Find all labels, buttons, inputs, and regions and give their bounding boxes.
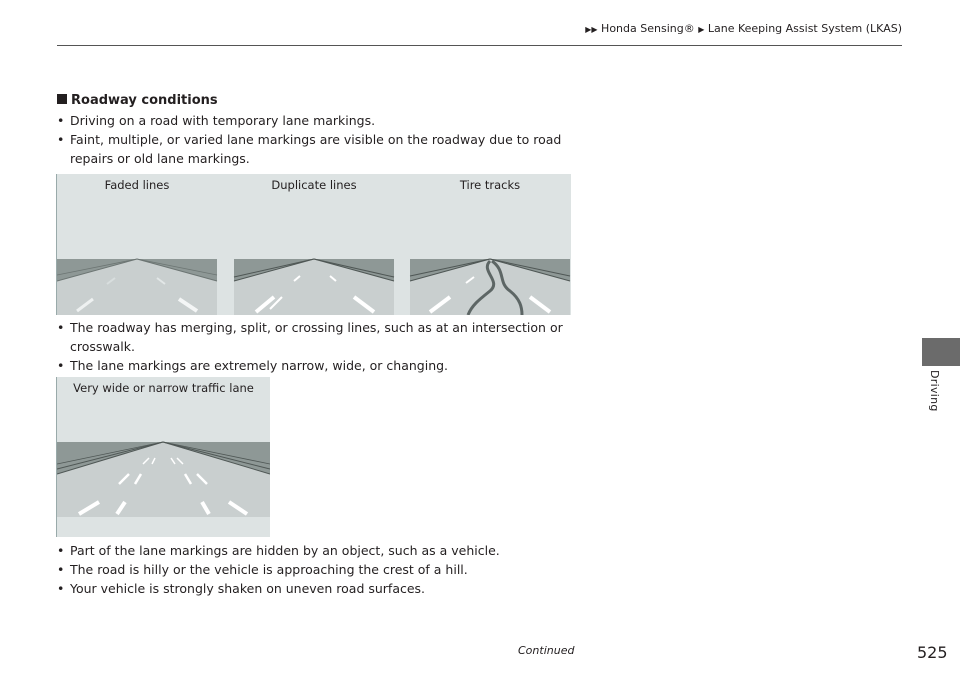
list-item — [57, 318, 567, 356]
bullet-icon: • — [57, 543, 65, 558]
figure-caption-tire-tracks: Tire tracks — [459, 178, 521, 192]
road-wide-narrow-illustration — [57, 377, 270, 537]
breadcrumb-arrows-icon: ▶▶ — [585, 25, 598, 34]
section-title: Roadway conditions — [71, 93, 218, 108]
list-item-text: Your vehicle is strongly shaken on uneven road surfaces. — [70, 581, 426, 596]
bullet-icon: • — [57, 132, 65, 147]
road-duplicate-lines — [234, 259, 394, 315]
list-item-text: Part of the lane markings are hidden by an object, such as a vehicle. — [70, 543, 500, 558]
list-item — [57, 560, 567, 579]
section-square-icon — [57, 94, 67, 104]
road-faded-lines — [57, 259, 217, 315]
section-heading — [57, 93, 218, 108]
header-rule — [57, 45, 902, 46]
figure-lane-width — [56, 377, 270, 537]
figure-lane-markings — [56, 174, 571, 315]
list-item — [57, 541, 567, 560]
page-number: 525 — [917, 643, 948, 662]
breadcrumb-section[interactable]: Honda Sensing® — [601, 22, 695, 35]
road-illustrations — [57, 174, 571, 315]
bullet-icon: • — [57, 113, 65, 128]
breadcrumb — [585, 22, 902, 35]
list-item-text: Driving on a road with temporary lane markings. — [70, 113, 376, 128]
side-tab-label: Driving — [928, 370, 941, 412]
figure-caption-faded: Faded lines — [104, 178, 170, 192]
list-item — [57, 130, 567, 168]
list-item-text: The roadway has merging, split, or crossing lines, such as at an intersection or crosswalk. — [70, 320, 563, 354]
list-item — [57, 579, 567, 598]
figure-caption-duplicate: Duplicate lines — [271, 178, 357, 192]
list-item — [57, 111, 567, 130]
bullet-icon: • — [57, 320, 65, 335]
breadcrumb-topic[interactable]: Lane Keeping Assist System (LKAS) — [707, 22, 902, 35]
bullet-icon: • — [57, 562, 65, 577]
road-tire-tracks — [410, 259, 570, 315]
bullet-icon: • — [57, 581, 65, 596]
continued-label: Continued — [518, 644, 575, 657]
list-item — [57, 356, 567, 375]
list-item-text: Faint, multiple, or varied lane markings are visible on the roadway due to road repairs or old lane markings. — [70, 132, 562, 166]
figure-caption-lane-width: Very wide or narrow traffic lane — [73, 381, 254, 395]
list-item-text: The lane markings are extremely narrow, wide, or changing. — [70, 358, 449, 373]
side-tab-marker[interactable] — [922, 338, 960, 366]
list-item-text: The road is hilly or the vehicle is approaching the crest of a hill. — [70, 562, 468, 577]
bullet-icon: • — [57, 358, 65, 373]
breadcrumb-separator-icon: ▶ — [698, 25, 705, 34]
